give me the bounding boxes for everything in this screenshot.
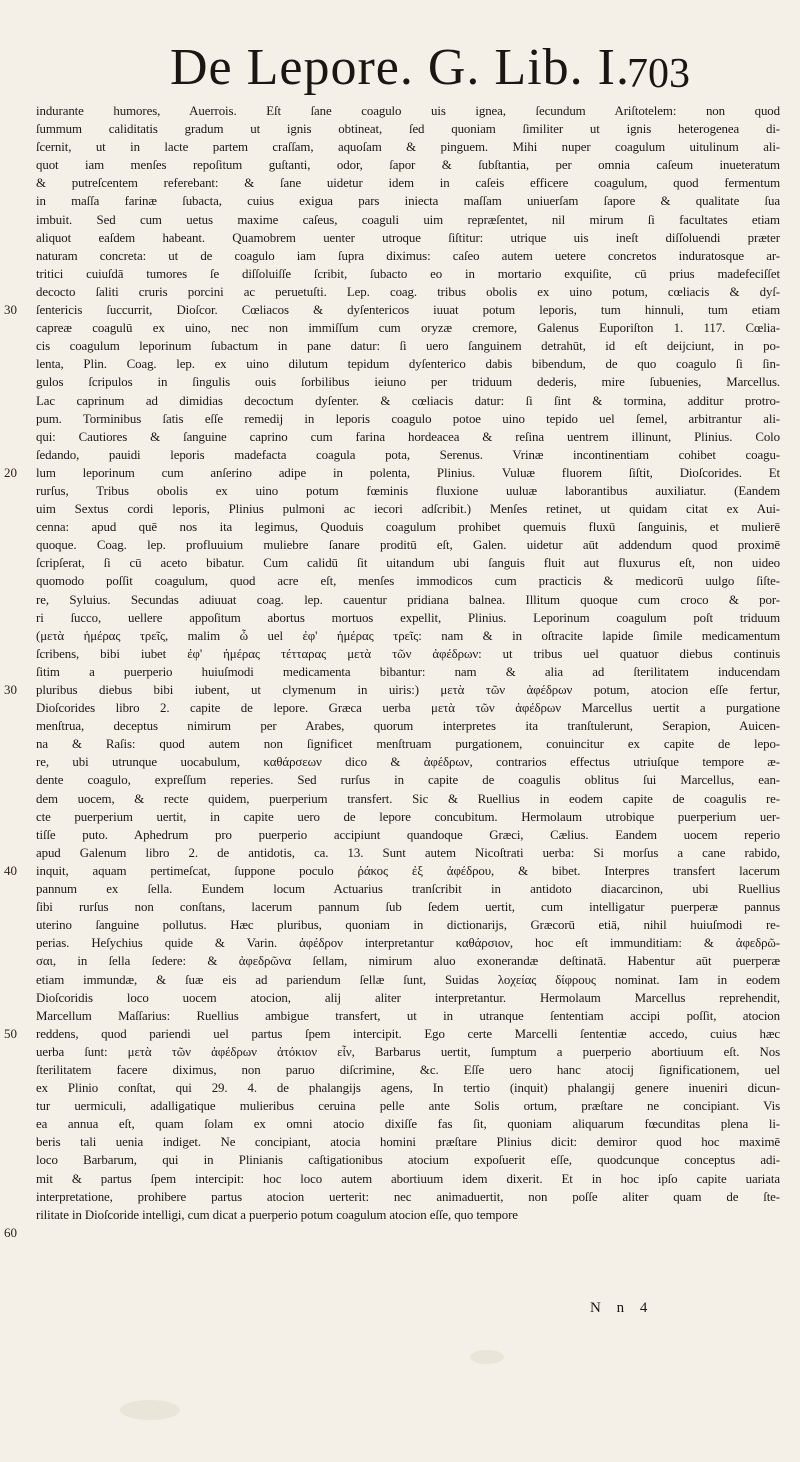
text-line: na & Raſis: quod autem non ſignificet menſtruam purgationem, conuincitur ex capite de lepo- xyxy=(36,737,780,752)
text-line: cte puerperium uertit, in capite uero de lepore concubitum. Hermolaum utrobique puerperium uer- xyxy=(36,809,780,824)
text-line: ſibi rurſus non conſtans, lacerum pannum ſub ſedem uertit, cum intelligatur puerperæ pannus xyxy=(36,900,780,915)
page-number: 703 xyxy=(627,51,690,97)
text-line: naturam concreta: ut de coagulo iam ſupra diximus: caſeo autem uetere concretos induratosque ar- xyxy=(36,248,780,263)
text-line: etiam immundæ, & ſuæ eis ad pariendum ſellæ ſunt, Suidas λοχείας δίφρους nominat. Iam in eodem xyxy=(36,972,780,987)
text-line: ri ſucco, uellere appoſitum abortus mortuos expellit, Plinius. Leporinum coagulum poſt triduum xyxy=(36,610,780,625)
text-line: dente coagulo, expreſſum reperies. Sed rurſus in capite de coagulis oblitus ſui Marcellus, ean- xyxy=(36,773,780,788)
text-line: reddens, quod pariendi uel partus ſpem intercipit. Ego certe Marcelli ſententiæ accedo, cuius hæc xyxy=(36,1026,780,1041)
body-text xyxy=(36,102,780,1224)
text-line: re, Syluius. Secundas adiuuat coag. lep. cauentur pridiana balnea. Illitum quoque cum croco & por- xyxy=(36,592,780,607)
text-line: (μετὰ ἡμέρας τρεῖς, malim ὦ uel ἐφ' ἡμέρας τρεῖς: nam & in oſtracite lapide ſimile medicamentum xyxy=(36,628,780,643)
text-line: re, ubi utrunque uocabulum, καθάρσεων dico & ἀφέδρων, contrarios effectus utriuſque tempore æ- xyxy=(36,755,780,770)
text-line: apud Galenum libro 2. de antidotis, ca. 13. Sunt autem Nicoſtrati uerba: Si morſus a cane rabido, xyxy=(36,845,780,860)
text-line: lenta, Plin. Coag. lep. ex uino dilutum tepidum dyſenterico dabis bibendum, de quo coagulo ſi ſin- xyxy=(36,357,780,372)
text-line: quoque. Coag. lep. profluuium muliebre ſanare proditū eſt, Galen. uidetur aūt addendum quod proximē xyxy=(36,538,780,553)
text-line: interpretatione, prohibere partus atocion uerterit: nec animaduertit, non poſſe aliter quam de ſte- xyxy=(36,1189,780,1204)
page-header xyxy=(170,28,690,108)
text-line: ſentericis ſuccurrit, Dioſcor. Cœliacos & dyſentericos iuuat potum leporis, tum hinnuli, tum etiam xyxy=(36,303,780,318)
text-line: quomodo poſſit coagulum, quod acre eſt, menſes immodicos cum practicis & medicorū uulgo ſiſte- xyxy=(36,574,780,589)
text-line: tur uermiculi, adalligatique mulieribus ceruina pelle ante Solis ortum, præſtare ne concipiant. Vis xyxy=(36,1099,780,1114)
text-line: ſterilitatem facere diximus, non paruo diſcrimine, &c. Eſſe uero hanc atocij ſignificationem, uel xyxy=(36,1062,780,1077)
text-line: inquit, aquam pertimeſcat, ſuppone poculo ῥάκος ἐξ ἀφέδρου, & bibet. Interpres transfert lacerum xyxy=(36,863,780,878)
text-line: ſcernit, ut in lacte partem craſſam, aquoſam & pinguem. Mihi nuper coagulum uitulinum ali- xyxy=(36,140,780,155)
text-line: cenna: apud quē nos ita legimus, Quoduis coagulum prohibet quemuis fluxū ſanguinis, et mulierē xyxy=(36,520,780,535)
margin-line-number: 30 xyxy=(4,302,17,318)
text-line: tiſſe puto. Aphedrum pro puerperio accipiunt quandoque Græci, Cælius. Eandem uocem reperio xyxy=(36,827,780,842)
text-line: ſcribens, bibi iubet ἐφ' ἡμέρας τέτταρας μετὰ τῶν ἀφέδρων: ut tribus uel quatuor diebus continuis xyxy=(36,646,780,661)
text-line: Dioſcorides libro 2. capite de lepore. Græca uerba μετὰ τῶν ἀφέδρων Marcellus uertit a purgatione xyxy=(36,701,780,716)
running-head: De Lepore. G. Lib. I. xyxy=(170,39,630,96)
text-line: ſummum caliditatis gradum ut ignis obtineat, ſed quoniam ſimiliter ut ignis heterogenea di- xyxy=(36,122,780,137)
text-line: lum leporinum cum anſerino adipe in polenta, Plinius. Vuluæ fluorem ſiſtit, Dioſcorides. Et xyxy=(36,465,780,480)
text-line: ex Plinio conſtat, qui 29. 4. de phalangijs agens, In tertio (inquit) phalangij genere inueniri dicun- xyxy=(36,1081,780,1096)
text-line: aliquot eaſdem habeant. Quamobrem uenter utroque ſiſtitur: utrique uis ineſt diſſoluendi præter xyxy=(36,230,780,245)
margin-line-number: 30 xyxy=(4,682,17,698)
margin-line-number: 20 xyxy=(4,465,17,480)
text-line: uim Sextus cordi leporis, Plinius pulmoni ac iecori adſcribit.) Menſes retinet, ut quidam citat ex Aui- xyxy=(36,502,780,517)
text-line: beris tali uenia indiget. Ne concipiant, atocia homini præſtare Plinius dicit: demiror quod hoc maximē xyxy=(36,1135,780,1150)
margin-line-number: 50 xyxy=(4,1026,17,1042)
text-line: rilitate in Dioſcoride intelligi, cum dicat a puerperio potum coagulum atocion eſſe, quo tempore xyxy=(36,1207,518,1222)
text-line: σαι, in ſella ſedere: & ἀφεδρῶνα ſellam, nimirum aluo exonerandæ deſtinatā. Habentur aūt puerperæ xyxy=(36,954,780,969)
text-line: uerba ſunt: μετὰ τῶν ἀφέδρων ἀτόκιον εἶν, Barbarus uertit, ſumptum a puerperio abortiuum eſt. Nos xyxy=(36,1044,780,1059)
margin-line-number: 60 xyxy=(4,1225,17,1241)
margin-line-number: 40 xyxy=(4,863,17,879)
text-line: quot iam menſes repoſitum guſtanti, odor, ſapor & ſubſtantia, per omnia caſeum inueteratum xyxy=(36,158,780,173)
text-line: ſedando, pauidi leporis madefacta coagula pota, Serenus. Vrinæ incontinentiam cohibet coagu- xyxy=(36,447,780,462)
text-line: cis coagulum leporinum ſubactum in pane datur: ſi uero ſanguinem detrahūt, id eſt deijciunt, in po- xyxy=(36,339,780,354)
text-line: mit & partus ſpem intercipit: hoc loco autem abortiuum idem dixerit. Et in hoc ipſo capite uariata xyxy=(36,1171,780,1186)
text-line: loco Barbarum, qui in Plinianis caſtigationibus atocium expoſuerit eſſe, quodcunque conceptus adi- xyxy=(36,1153,780,1168)
text-line: in maſſa farinæ ſubacta, cuius exigua pars iniecta maſſam uniuerſam ſapore & qualitate ſua xyxy=(36,194,780,209)
text-line: pum. Torminibus ſatis eſſe remedij in leporis coagulo potoe uino tepido uel ſemel, arbitrantur ali- xyxy=(36,411,780,426)
text-line: indurante humores, Auerrois. Eſt ſane coagulo uis ignea, ſecundum Ariſtotelem: non quod xyxy=(36,104,780,118)
text-line: perias. Heſychius quide & Varin. ἀφέδρον interpretantur καθάρσιον, hoc eſt immunditiam: & ἀφεδρῶ- xyxy=(36,936,780,951)
text-line: Marcellum Maſſarius: Ruellius ambigue transfert, ut in utranque ſententiam accipi poſſit, atocion xyxy=(36,1008,780,1023)
text-line: ſcripſerat, ſi cū aceto bibatur. Cum calidū ſit uitandum ubi ſanguis fluit aut fluxurus eſt, non uideo xyxy=(36,556,780,571)
text-line: Lac caprinum ad dimidias decoctum dyſenter. & cœliacis datur: ſi ſint & tormina, additur protro- xyxy=(36,393,780,408)
text-line: & putreſcentem referebant: & ſane uidetur idem in caſeis efficere coagulum, quod fermentum xyxy=(36,176,780,191)
text-line: menſtrua, deceptus nimirum per Arabes, quorum interpretes ita tranſtulerunt, Serapion, Auicen- xyxy=(36,719,780,734)
text-line: qui: Cautiores & ſanguine caprino cum farina hordeacea & reſina uentrem illinunt, Plinius. Colo xyxy=(36,429,780,444)
text-line: capreæ coagulū ex uino, nec non immiſſum cum oryzæ cremore, Galenus Euporiſton 1. 117. Cœlia- xyxy=(36,321,780,336)
text-line: pluribus diebus bibi iubent, ut clymenum in uiris:) μετὰ τῶν ἀφέδρων potum, atocion eſſe fertur, xyxy=(36,683,780,697)
text-line: ſitim a puerperio huiuſmodi medicamenta bibantur: nam & alia ad ſterilitatem inducendam xyxy=(36,664,780,679)
text-line: dem uocem, & recte quidem, puerperium transfert. Sic & Ruellius in eodem capite de coagulis re- xyxy=(36,791,780,806)
text-line: tritici cuiuſdā tumores ſe diſſoluiſſe ſcribit, ſubacto eo in mortario exquiſite, cū prius madefeciſſet xyxy=(36,266,780,281)
signature-mark: N n 4 xyxy=(590,1300,654,1316)
text-line: uterino ſanguine pollutus. Hæc pluribus, quoniam in dictionarijs, Græcorū etiā, nihil huiuſmodi re- xyxy=(36,918,780,933)
paper-stain xyxy=(120,1400,180,1420)
text-line: Dioſcoridis loco uocem atocion, alij aliter interpretantur. Hermolaum Marcellus reprehendit, xyxy=(36,990,780,1005)
text-line: imbuit. Sed cum uetus maxime caſeus, coaguli uim repræſentet, nil mirum ſi facultates etiam xyxy=(36,212,780,227)
text-line: decocto ſaliti cruris porcini ac peruetuſti. Lep. coag. tribus obolis ex uino potum, cœliacis & dyſ- xyxy=(36,284,780,299)
text-line: rurſus, Tribus obolis ex uino potum fœminis fluxione uuluæ laborantibus auxiliatur. (Eandem xyxy=(36,483,780,498)
paper-stain xyxy=(470,1350,504,1364)
text-line: pannum ex ſella. Eundem locum Actuarius tranſcribit in antidoto diacarcinon, ubi Ruellius xyxy=(36,882,780,897)
text-line: gulos ſcripulos in ſingulis ouis ſorbilibus ieiuno per triduum dederis, mire ſubuenies, Marcellus. xyxy=(36,375,780,390)
text-line: ea annua eſt, quam ſolam ex omni atocio dixiſſe fas ſit, quoniam aliquarum fœcunditas plena li- xyxy=(36,1117,780,1132)
